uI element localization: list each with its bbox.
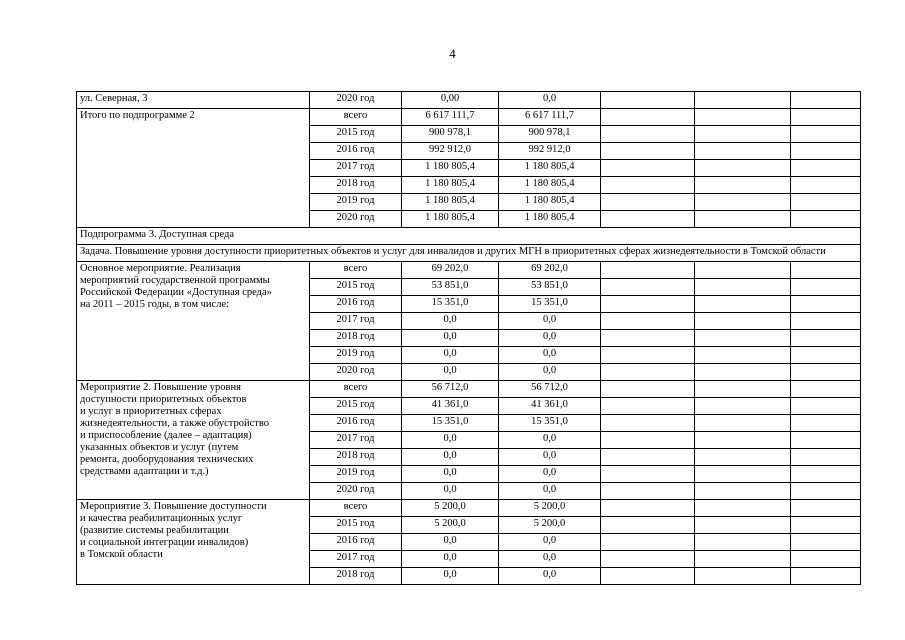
empty-cell [601,415,695,432]
empty-cell [791,194,861,211]
empty-cell [791,92,861,109]
year-cell: 2020 год [310,92,402,109]
empty-cell [695,398,791,415]
empty-cell [601,330,695,347]
empty-cell [601,347,695,364]
budget-value-cell: 1 180 805,4 [499,160,601,177]
year-cell: 2017 год [310,313,402,330]
empty-cell [601,296,695,313]
budget-value-cell: 0,0 [499,483,601,500]
total-value-cell: 15 351,0 [402,296,499,313]
empty-cell [695,92,791,109]
budget-value-cell: 0,0 [499,568,601,585]
total-value-cell: 0,0 [402,347,499,364]
budget-value-cell: 0,0 [499,92,601,109]
table-row [77,500,861,517]
empty-cell [601,194,695,211]
total-value-cell: 0,0 [402,330,499,347]
total-value-cell: 5 200,0 [402,517,499,534]
budget-value-cell: 56 712,0 [499,381,601,398]
year-cell: 2015 год [310,279,402,296]
empty-cell [601,92,695,109]
budget-value-cell: 1 180 805,4 [499,194,601,211]
empty-cell [695,313,791,330]
empty-cell [601,432,695,449]
budget-value-cell: 0,0 [499,330,601,347]
empty-cell [791,432,861,449]
empty-cell [791,534,861,551]
total-value-cell: 15 351,0 [402,415,499,432]
year-cell: 2016 год [310,143,402,160]
empty-cell [791,415,861,432]
year-cell: 2019 год [310,194,402,211]
year-cell: всего [310,262,402,279]
section-row [77,228,861,245]
year-cell: 2020 год [310,483,402,500]
year-cell: 2018 год [310,177,402,194]
empty-cell [791,262,861,279]
empty-cell [601,177,695,194]
year-cell: 2019 год [310,347,402,364]
empty-cell [791,500,861,517]
table-body [77,92,861,585]
year-cell: 2015 год [310,517,402,534]
empty-cell [695,432,791,449]
empty-cell [791,347,861,364]
empty-cell [695,211,791,228]
activity-name: Мероприятие 2. Повышение уровня доступности приоритетных объектов и услуг в приоритетных сферах жизнедеятельности, а также обустройство и приспособление (далее – адаптация) указанных объектов и услуг (путем ремонта, дооборудования технических средствами адаптации и т.д.) [77,381,310,500]
empty-cell [601,262,695,279]
empty-cell [695,109,791,126]
budget-value-cell: 1 180 805,4 [499,211,601,228]
empty-cell [601,160,695,177]
total-value-cell: 1 180 805,4 [402,177,499,194]
activity-name: Итого по подпрограмме 2 [77,109,310,228]
year-cell: всего [310,381,402,398]
total-value-cell: 0,0 [402,551,499,568]
empty-cell [601,398,695,415]
empty-cell [601,500,695,517]
budget-value-cell: 15 351,0 [499,415,601,432]
budget-value-cell: 0,0 [499,449,601,466]
budget-value-cell: 41 361,0 [499,398,601,415]
empty-cell [791,568,861,585]
budget-table [76,91,861,585]
budget-value-cell: 992 912,0 [499,143,601,160]
empty-cell [601,534,695,551]
year-cell: 2016 год [310,415,402,432]
empty-cell [791,517,861,534]
empty-cell [791,483,861,500]
empty-cell [791,160,861,177]
empty-cell [791,279,861,296]
total-value-cell: 0,0 [402,534,499,551]
total-value-cell: 992 912,0 [402,143,499,160]
empty-cell [695,568,791,585]
year-cell: 2019 год [310,466,402,483]
budget-value-cell: 0,0 [499,364,601,381]
budget-value-cell: 6 617 111,7 [499,109,601,126]
empty-cell [791,466,861,483]
table-row [77,381,861,398]
empty-cell [601,313,695,330]
empty-cell [695,330,791,347]
total-value-cell: 1 180 805,4 [402,160,499,177]
total-value-cell: 5 200,0 [402,500,499,517]
total-value-cell: 0,0 [402,313,499,330]
year-cell: всего [310,500,402,517]
total-value-cell: 0,0 [402,483,499,500]
total-value-cell: 0,0 [402,449,499,466]
table-row [77,262,861,279]
year-cell: 2020 год [310,211,402,228]
total-value-cell: 0,0 [402,568,499,585]
empty-cell [695,517,791,534]
year-cell: 2017 год [310,551,402,568]
budget-value-cell: 0,0 [499,551,601,568]
section-row [77,245,861,262]
activity-name: Основное мероприятие. Реализация мероприятий государственной программы Российской Федерации «Доступная среда» на 2011 – 2015 годы, в том числе: [77,262,310,381]
empty-cell [791,211,861,228]
table-row [77,109,861,126]
empty-cell [791,364,861,381]
year-cell: 2018 год [310,330,402,347]
total-value-cell: 56 712,0 [402,381,499,398]
empty-cell [695,160,791,177]
total-value-cell: 41 361,0 [402,398,499,415]
empty-cell [695,449,791,466]
activity-name: ул. Северная, 3 [77,92,310,109]
activity-name: Мероприятие 3. Повышение доступности и качества реабилитационных услуг (развитие системы реабилитации и социальной интеграции инвалидов) в Томской области [77,500,310,585]
empty-cell [695,262,791,279]
empty-cell [695,551,791,568]
empty-cell [601,483,695,500]
empty-cell [695,466,791,483]
budget-value-cell: 69 202,0 [499,262,601,279]
empty-cell [695,415,791,432]
year-cell: всего [310,109,402,126]
total-value-cell: 6 617 111,7 [402,109,499,126]
empty-cell [695,500,791,517]
budget-value-cell: 0,0 [499,313,601,330]
section-title: Подпрограмма 3. Доступная среда [77,228,861,245]
empty-cell [601,364,695,381]
empty-cell [791,296,861,313]
empty-cell [791,313,861,330]
empty-cell [695,347,791,364]
budget-value-cell: 5 200,0 [499,517,601,534]
empty-cell [791,381,861,398]
page-number: 4 [449,46,456,61]
budget-value-cell: 900 978,1 [499,126,601,143]
total-value-cell: 69 202,0 [402,262,499,279]
empty-cell [695,534,791,551]
year-cell: 2018 год [310,568,402,585]
budget-value-cell: 0,0 [499,347,601,364]
budget-value-cell: 1 180 805,4 [499,177,601,194]
year-cell: 2017 год [310,160,402,177]
empty-cell [601,126,695,143]
empty-cell [695,483,791,500]
empty-cell [601,551,695,568]
year-cell: 2016 год [310,296,402,313]
empty-cell [601,211,695,228]
empty-cell [695,177,791,194]
total-value-cell: 0,0 [402,432,499,449]
total-value-cell: 0,0 [402,364,499,381]
empty-cell [695,279,791,296]
empty-cell [695,364,791,381]
empty-cell [695,194,791,211]
budget-value-cell: 53 851,0 [499,279,601,296]
empty-cell [695,126,791,143]
year-cell: 2017 год [310,432,402,449]
empty-cell [601,466,695,483]
empty-cell [695,296,791,313]
year-cell: 2016 год [310,534,402,551]
section-title: Задача. Повышение уровня доступности приоритетных объектов и услуг для инвалидов и других МГН в приоритетных сферах жизнедеятельности в Томской области [77,245,861,262]
empty-cell [601,449,695,466]
empty-cell [791,126,861,143]
budget-value-cell: 0,0 [499,534,601,551]
total-value-cell: 0,00 [402,92,499,109]
budget-value-cell: 0,0 [499,432,601,449]
empty-cell [791,109,861,126]
empty-cell [791,177,861,194]
total-value-cell: 53 851,0 [402,279,499,296]
empty-cell [601,568,695,585]
total-value-cell: 1 180 805,4 [402,194,499,211]
empty-cell [791,551,861,568]
empty-cell [791,449,861,466]
total-value-cell: 1 180 805,4 [402,211,499,228]
empty-cell [791,330,861,347]
table-row [77,92,861,109]
empty-cell [791,398,861,415]
year-cell: 2015 год [310,398,402,415]
year-cell: 2015 год [310,126,402,143]
empty-cell [601,109,695,126]
budget-value-cell: 5 200,0 [499,500,601,517]
empty-cell [695,381,791,398]
total-value-cell: 0,0 [402,466,499,483]
empty-cell [601,143,695,160]
year-cell: 2018 год [310,449,402,466]
budget-value-cell: 15 351,0 [499,296,601,313]
year-cell: 2020 год [310,364,402,381]
empty-cell [695,143,791,160]
empty-cell [601,381,695,398]
total-value-cell: 900 978,1 [402,126,499,143]
empty-cell [601,517,695,534]
empty-cell [791,143,861,160]
budget-value-cell: 0,0 [499,466,601,483]
empty-cell [601,279,695,296]
